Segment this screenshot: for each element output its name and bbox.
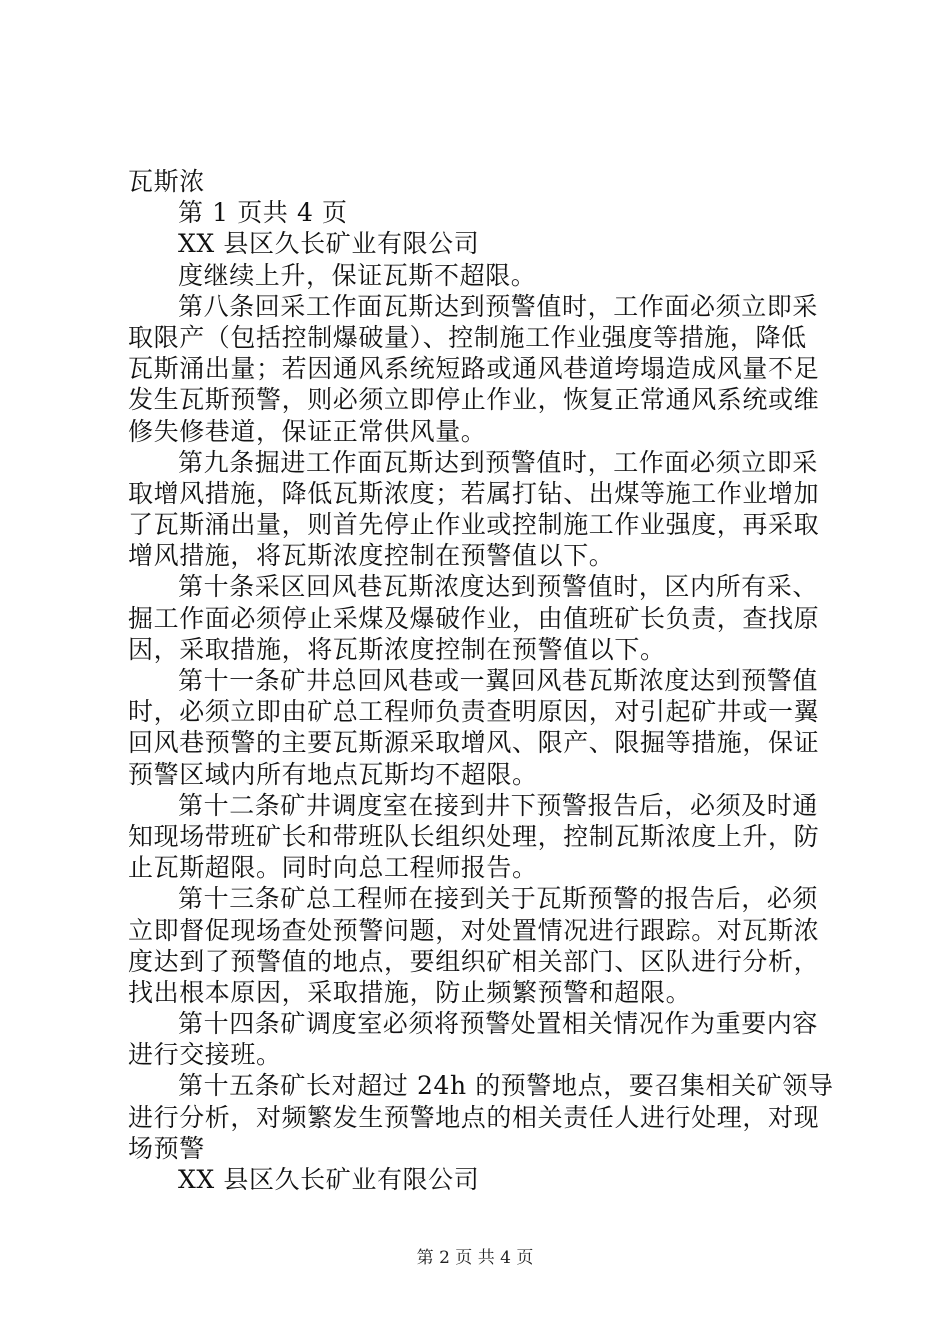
- text-line: 第十条采区回风巷瓦斯浓度达到预警值时，区内所有采、: [178, 572, 819, 602]
- page-footer: 第 2 页 共 4 页: [416, 1248, 534, 1268]
- text-line: 瓦斯浓: [128, 167, 205, 196]
- text-line: 场预警: [128, 1133, 205, 1163]
- text-line: 第十一条矿井总回风巷或一翼回风巷瓦斯浓度达到预警值: [178, 666, 819, 695]
- text-line: 预警区域内所有地点瓦斯均不超限。: [128, 759, 538, 789]
- text-line: 时，必须立即由矿总工程师负责查明原因，对引起矿井或一翼: [128, 697, 820, 727]
- text-line: 第 1 页共 4 页: [178, 198, 348, 228]
- text-line: 第九条掘进工作面瓦斯达到预警值时，工作面必须立即采: [178, 447, 819, 477]
- text-line: 取增风措施，降低瓦斯浓度；若属打钻、出煤等施工作业增加: [128, 478, 820, 508]
- text-line: 发生瓦斯预警，则必须立即停止作业，恢复正常通风系统或维: [128, 385, 820, 415]
- text-line: 知现场带班矿长和带班队长组织处理，控制瓦斯浓度上升，防: [128, 821, 820, 851]
- text-line: 第十三条矿总工程师在接到关于瓦斯预警的报告后，必须: [178, 884, 819, 914]
- text-line: 止瓦斯超限。同时向总工程师报告。: [128, 853, 538, 883]
- text-line: XX 县区久长矿业有限公司: [178, 229, 480, 259]
- text-line: 度继续上升，保证瓦斯不超限。: [178, 260, 537, 290]
- text-line: 找出根本原因，采取措施，防止频繁预警和超限。: [128, 977, 692, 1007]
- text-line: 了瓦斯涌出量，则首先停止作业或控制施工作业强度，再采取: [128, 510, 820, 540]
- text-line: 第十四条矿调度室必须将预警处置相关情况作为重要内容: [178, 1009, 819, 1039]
- text-line: 进行分析，对频繁发生预警地点的相关责任人进行处理，对现: [128, 1102, 820, 1132]
- text-line: 因，采取措施，将瓦斯浓度控制在预警值以下。: [128, 634, 666, 664]
- text-line: 第十二条矿井调度室在接到井下预警报告后，必须及时通: [178, 790, 819, 820]
- text-line: 回风巷预警的主要瓦斯源采取增风、限产、限掘等措施，保证: [128, 728, 820, 758]
- text-line: 立即督促现场查处预警问题，对处置情况进行跟踪。对瓦斯浓: [128, 915, 820, 945]
- text-line: XX 县区久长矿业有限公司: [178, 1165, 480, 1194]
- text-line: 第八条回采工作面瓦斯达到预警值时，工作面必须立即采: [178, 291, 819, 321]
- text-line: 掘工作面必须停止采煤及爆破作业，由值班矿长负责，查找原: [128, 603, 820, 633]
- text-line: 第十五条矿长对超过 24h 的预警地点，要召集相关矿领导: [178, 1071, 834, 1101]
- text-line: 增风措施，将瓦斯浓度控制在预警值以下。: [128, 541, 615, 571]
- text-line: 取限产（包括控制爆破量）、控制施工作业强度等措施，降低: [128, 322, 807, 352]
- text-line: 瓦斯涌出量；若因通风系统短路或通风巷道垮塌造成风量不足: [128, 354, 820, 384]
- text-line: 修失修巷道，保证正常供风量。: [128, 416, 487, 446]
- document-body: [128, 166, 834, 1195]
- text-line: 进行交接班。: [128, 1040, 282, 1070]
- text-line: 度达到了预警值的地点，要组织矿相关部门、区队进行分析，: [128, 946, 820, 976]
